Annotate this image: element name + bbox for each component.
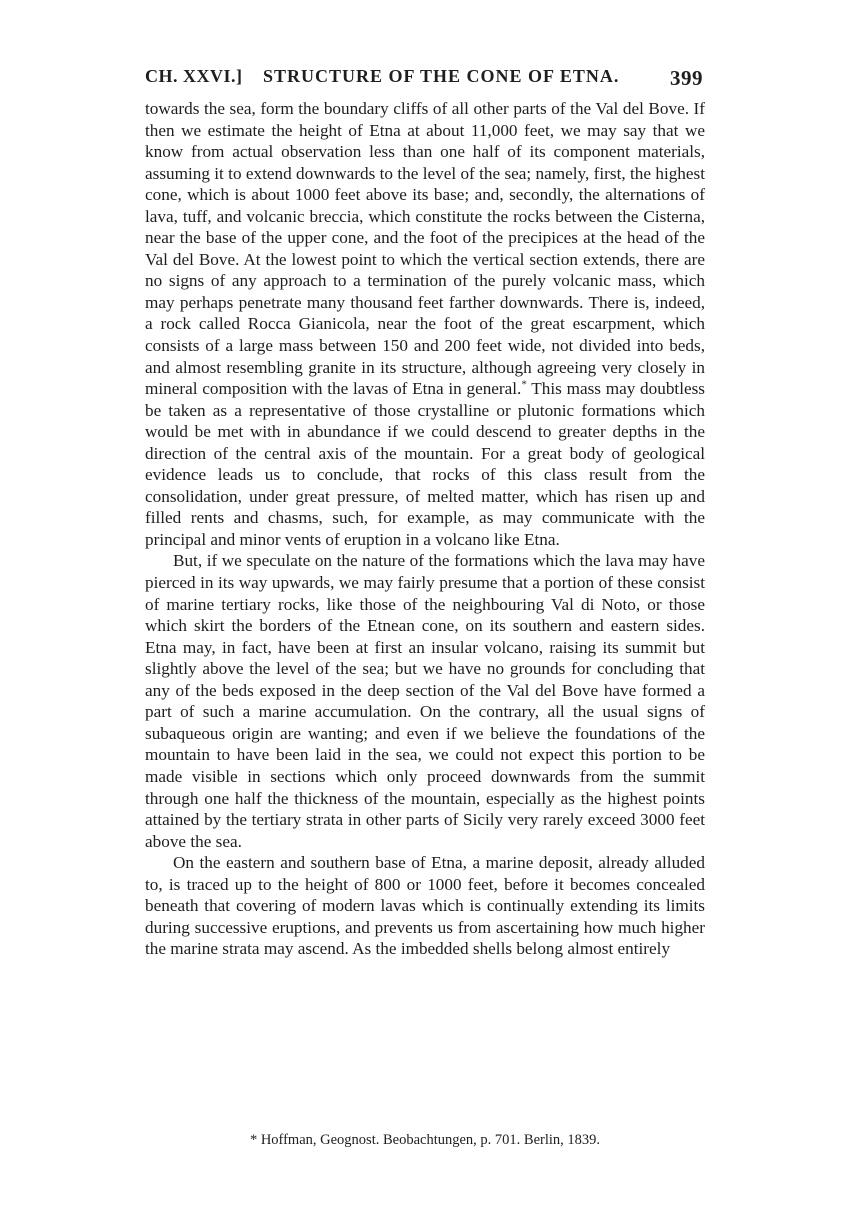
page-number: 399: [670, 66, 703, 90]
footnote-reference: *: [521, 378, 527, 391]
paragraph-1: [145, 98, 705, 550]
footnote: * Hoffman, Geognost. Beobachtungen, p. 701. Berlin, 1839.: [249, 1132, 601, 1148]
running-title: STRUCTURE OF THE CONE OF ETNA.: [263, 66, 620, 86]
paragraph-1-text: towards the sea, form the boundary cliffs of all other parts of the Val del Bove. If then we estimate the height of Etna at about 11,000 feet, we may say that we know from actual observation less than one half of its component materials, assuming it to extend downwards to the level of the sea; namely, first, the highest cone, which is about 1000 feet above its base; and, secondly, the alternations of lava, tuff, and volcanic breccia, which constitute the rocks between the Cisterna, near the base of the upper cone, and the foot of the precipices at the head of the Val del Bove. At the lowest point to which the vertical section extends, there are no signs of any approach to a termination of the purely volcanic mass, which may perhaps penetrate many thousand feet farther downwards. There is, indeed, a rock called Rocca Gianicola, near the foot of the great escarpment, which consists of a large mass between 150 and 200 feet wide, not divided into beds, and almost resembling granite in its structure, although agreeing very closely in mineral composition with the lavas of Etna in general.: [145, 99, 705, 399]
paragraph-2: But, if we speculate on the nature of the formations which the lava may have pierced in its way upwards, we may fairly presume that a portion of these consist of marine tertiary rocks, like those of the neighbouring Val di Noto, or those which skirt the borders of the Etnean cone, on its southern and eastern sides. Etna may, in fact, have been at first an insular volcano, raising its summit but slightly above the level of the sea; but we have no grounds for concluding that any of the beds exposed in the deep section of the Val del Bove have formed a part of such a marine accumulation. On the contrary, all the usual signs of subaqueous origin are wanting; and even if we believe the foundations of the mountain to have been laid in the sea, we could not expect this portion to be made visible in sections which only proceed downwards from the summit through one half the thickness of the mountain, especially as the highest points attained by the tertiary strata in other parts of Sicily very rarely exceed 3000 feet above the sea.: [145, 551, 705, 851]
running-header: [145, 66, 705, 94]
paragraph-3: On the eastern and southern base of Etna, a marine deposit, already alluded to, is traced up to the height of 800 or 1000 feet, before it becomes concealed beneath that covering of modern lavas which is continually extending its limits during successive eruptions, and prevents us from ascertaining how much higher the marine strata may ascend. As the imbedded shells belong almost entirely: [145, 853, 705, 959]
paragraph-1-continued: This mass may doubtless be taken as a representative of those crystalline or plutonic formations which would be met with in abundance if we could descend to greater depths in the direction of the central axis of the mountain. For a great body of geological evidence leads us to conclude, that rocks of this class result from the consolidation, under great pressure, of melted matter, which has risen up and filled rents and chasms, such, for example, as may communicate with the principal and minor vents of eruption in a volcano like Etna.: [145, 379, 705, 549]
body-text: [145, 98, 705, 960]
chapter-label: CH. XXVI.]: [145, 66, 243, 86]
